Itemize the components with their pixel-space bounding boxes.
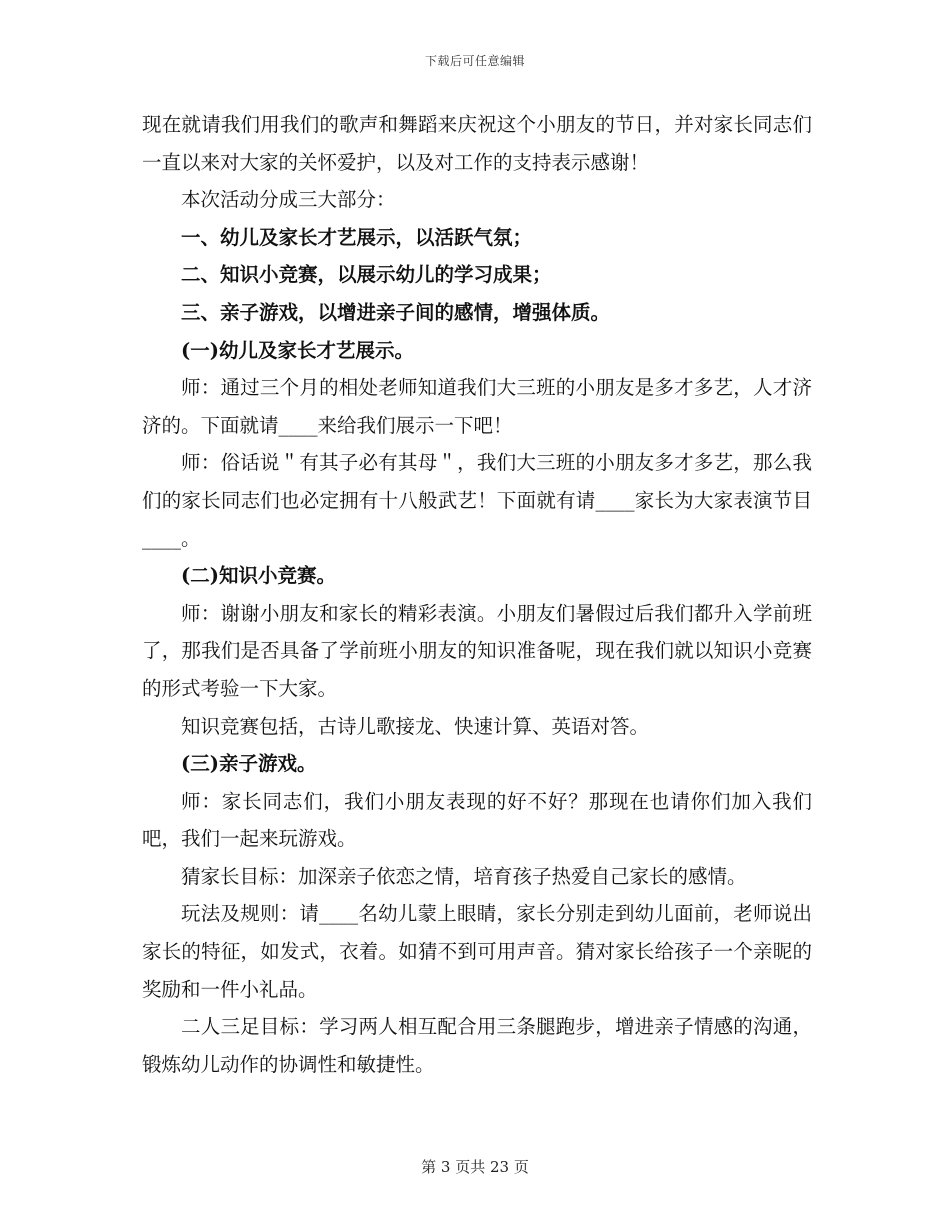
paragraph: 师：谢谢小朋友和家长的精彩表演。小朋友们暑假过后我们都升入学前班了，那我们是否具备了学前班小朋友的知识准备呢，现在我们就以知识小竞赛的形式考验一下大家。 (142, 601, 812, 700)
page-footer: 第 3 页共 23 页 (421, 1158, 529, 1176)
section-heading-1: (一)幼儿及家长才艺展示。 (181, 338, 414, 362)
paragraph: 师：俗话说＂有其子必有其母＂，我们大三班的小朋友多才多艺，那么我们的家长同志们也必定拥有十八般武艺！下面就有请____家长为大家表演节目____。 (142, 451, 812, 550)
paragraph: 本次活动分成三大部分： (181, 188, 396, 212)
section-heading-3: (三)亲子游戏。 (181, 752, 317, 776)
paragraph: 猜家长目标：加深亲子依恋之情，培育孩子热爱自己家长的感情。 (181, 864, 747, 888)
paragraph: 师：家长同志们，我们小朋友表现的好不好？那现在也请你们加入我们吧，我们一起来玩游戏。 (142, 789, 812, 851)
document-body (142, 106, 812, 1083)
page-header: 下载后可任意编辑 (424, 54, 525, 68)
paragraph: 玩法及规则：请____名幼儿蒙上眼睛，家长分别走到幼儿面前，老师说出家长的特征，如发式，衣着。如猜不到可用声音。猜对家长给孩子一个亲昵的奖励和一件小礼品。 (142, 902, 812, 1001)
section-item-2: 二、知识小竞赛，以展示幼儿的学习成果； (181, 263, 552, 287)
paragraph: 知识竞赛包括，古诗儿歌接龙、快速计算、英语对答。 (181, 714, 650, 738)
paragraph: 师：通过三个月的相处老师知道我们大三班的小朋友是多才多艺，人才济济的。下面就请____来给我们展示一下吧！ (142, 376, 812, 437)
section-heading-2: (二)知识小竞赛。 (181, 564, 336, 588)
paragraph: 二人三足目标：学习两人相互配合用三条腿跑步，增进亲子情感的沟通，锻炼幼儿动作的协调性和敏捷性。 (142, 1015, 812, 1076)
section-item-3: 三、亲子游戏，以增进亲子间的感情，增强体质。 (181, 300, 611, 324)
section-item-1: 一、幼儿及家长才艺展示，以活跃气氛； (181, 225, 533, 249)
paragraph: 现在就请我们用我们的歌声和舞蹈来庆祝这个小朋友的节日，并对家长同志们一直以来对大家的关怀爱护，以及对工作的支持表示感谢！ (142, 113, 812, 174)
